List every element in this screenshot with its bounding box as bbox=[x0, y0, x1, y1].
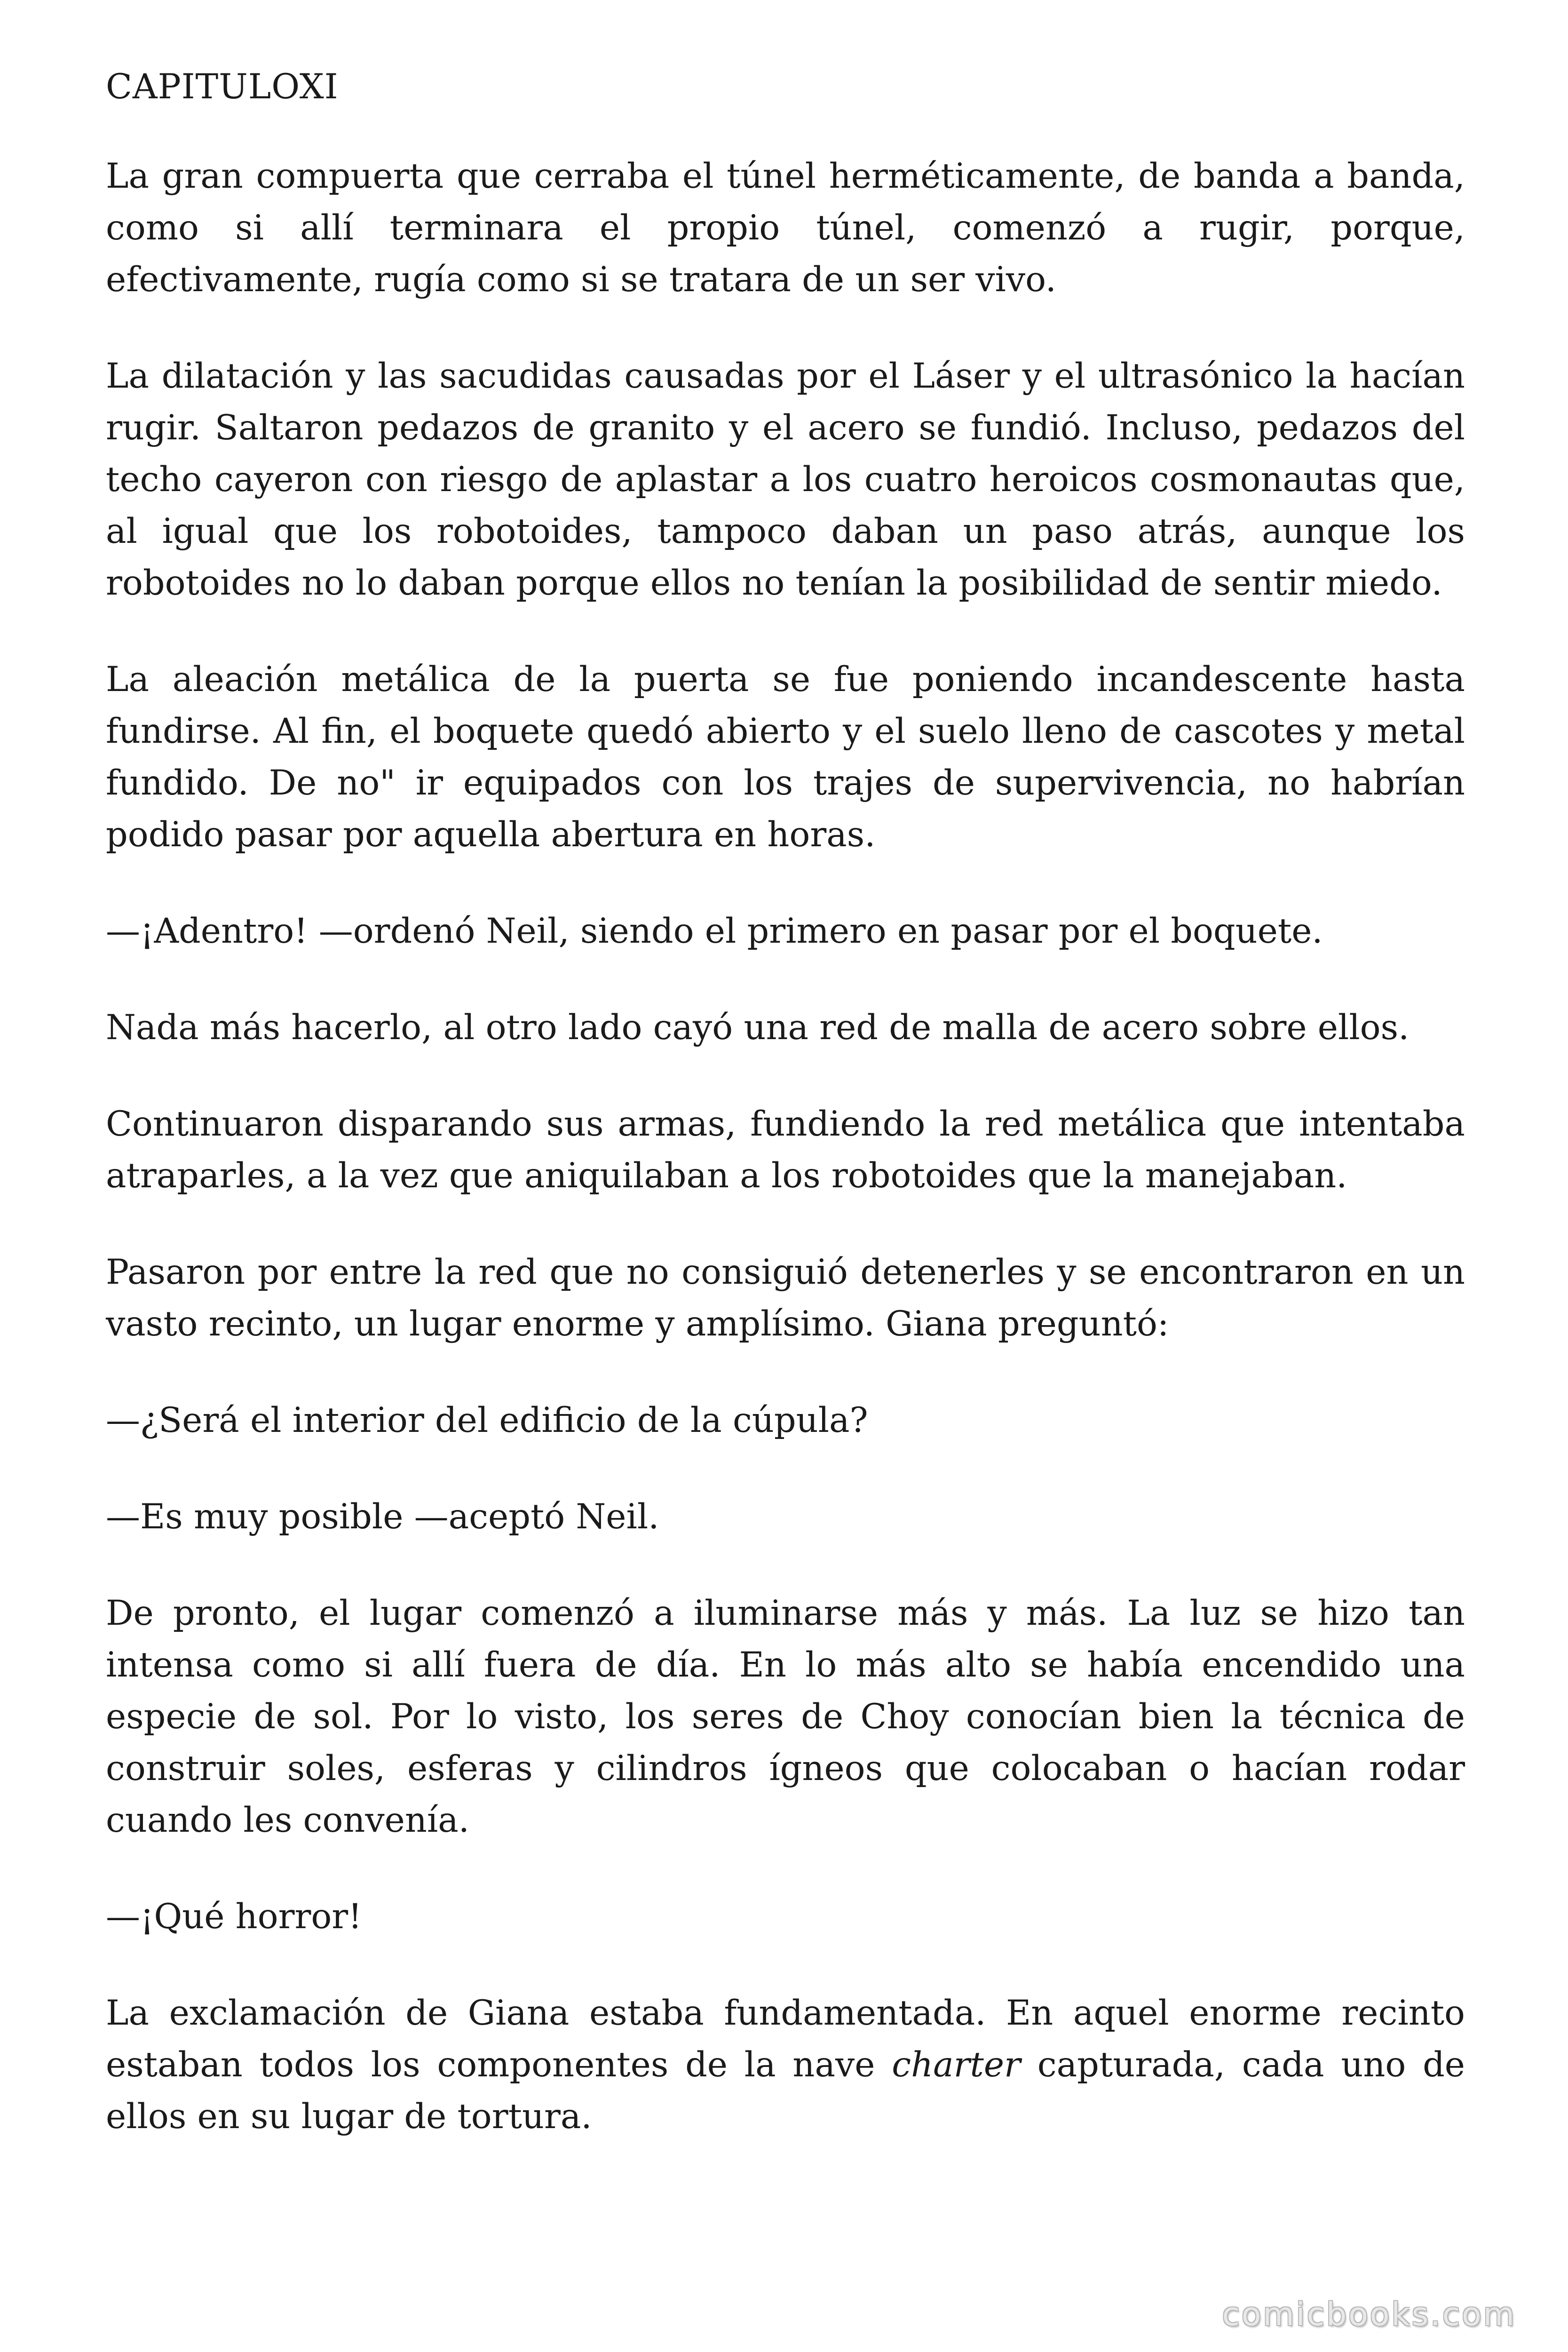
paragraph-final bbox=[106, 1987, 1465, 2143]
dialogue-cupula: —¿Será el interior del edificio de la cúpula? bbox=[106, 1400, 868, 1440]
paragraph-2: La dilatación y las sacudidas causadas por el Láser y el ultrasónico la hacían rugir. Saltaron pedazos de granito y el acero se fundió. Incluso, pedazos del techo cayeron con riesgo de aplastar a los cuatro heroicos cosmonautas que, al igual que los robotoides, tampoco daban un paso atrás, aunque los robotoides no lo daban porque ellos no tenían la posibilidad de sentir miedo. bbox=[106, 356, 1465, 603]
dialogue-adentro: —¡Adentro! —ordenó Neil, siendo el primero en pasar por el boquete. bbox=[106, 911, 1323, 951]
paragraph-final-before: La exclamación de Giana estaba fundamentada. En aquel enorme recinto estaban todos los componentes de la nave bbox=[106, 1993, 1465, 2085]
paragraph-1: La gran compuerta que cerraba el túnel herméticamente, de banda a banda, como si allí terminara el propio túnel, comenzó a rugir, porque, efectivamente, rugía como si se tratara de un ser vivo. bbox=[106, 156, 1465, 300]
paragraph-3: La aleación metálica de la puerta se fue poniendo incandescente hasta fundirse. Al fin, el boquete quedó abierto y el suelo lleno de cascotes y metal fundido. De no" ir equipados con los trajes de supervivencia, no habrían podido pasar por aquella abertura en horas. bbox=[106, 660, 1465, 855]
document-page bbox=[106, 61, 1465, 2143]
paragraph-7: Pasaron por entre la red que no consiguió detenerles y se encontraron en un vasto recinto, un lugar enorme y amplísimo. Giana preguntó: bbox=[106, 1252, 1465, 1344]
paragraph-final-emphasis: charter bbox=[892, 2045, 1021, 2085]
dialogue-posible: —Es muy posible —aceptó Neil. bbox=[106, 1497, 659, 1537]
chapter-title: CAPITULOXI bbox=[106, 67, 339, 107]
dialogue-horror: —¡Qué horror! bbox=[106, 1897, 362, 1937]
paragraph-6: Continuaron disparando sus armas, fundiendo la red metálica que intentaba atraparles, a la vez que aniquilaban a los robotoides que la manejaban. bbox=[106, 1104, 1465, 1196]
paragraph-5: Nada más hacerlo, al otro lado cayó una red de malla de acero sobre ellos. bbox=[106, 1008, 1410, 1048]
watermark-logo: comicbooks.com bbox=[1222, 2296, 1516, 2333]
paragraph-final-after: capturada, cada uno de ellos en su lugar de tortura. bbox=[106, 2045, 1465, 2137]
paragraph-10: De pronto, el lugar comenzó a iluminarse más y más. La luz se hizo tan intensa como si allí fuera de día. En lo más alto se había encendido una especie de sol. Por lo visto, los seres de Choy conocían bien la técnica de construir soles, esferas y cilindros ígneos que colocaban o hacían rodar cuando les convenía. bbox=[106, 1593, 1465, 1840]
